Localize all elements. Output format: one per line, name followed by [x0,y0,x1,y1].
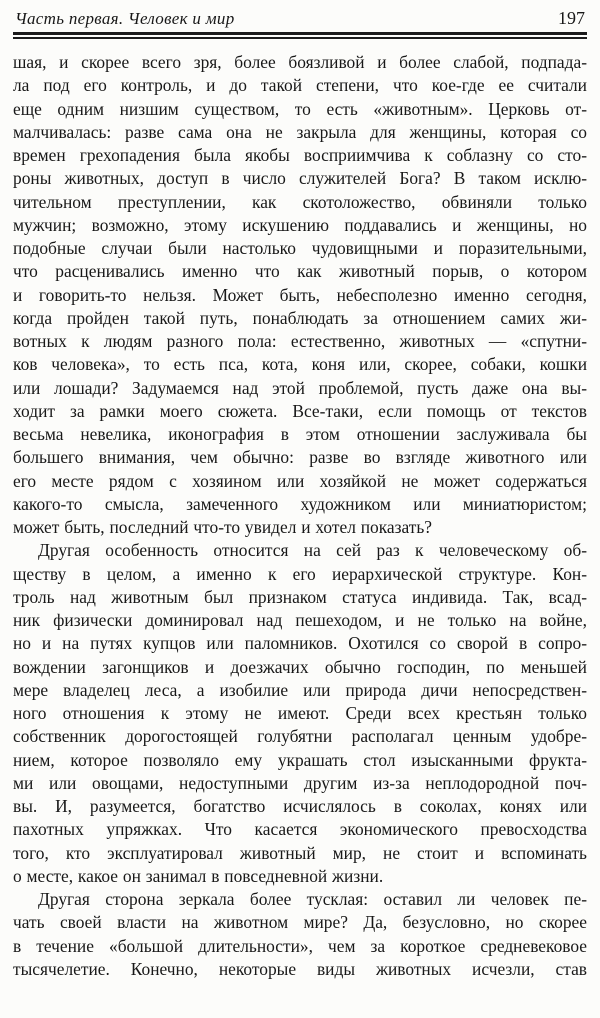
running-header [13,8,587,29]
text-line: нием, которое позволяло ему украшать стол изысканными фрукта- [13,749,587,770]
text-line: еще одним низшим существом, то есть «животным». Церковь от- [13,98,587,119]
text-line: чать своей власти на животном мире? Да, безусловно, но скорее [13,912,587,933]
text-line: ла под его контроль, и до такой степени, что кое-где ее считали [13,75,587,96]
text-line: роны животных, доступ в число служителей Бога? В таком исклю- [13,168,587,189]
text-line: но и на путях купцов или паломников. Охотился со сворой в сопро- [13,633,587,654]
text-line: ков человека», то есть пса, кота, коня или, скорее, собаки, кошки [13,354,587,375]
paragraph [13,539,587,888]
text-line: весьма невелика, иконография в этом отношении заслуживала бы [13,424,587,444]
text-line: шая, и скорее всего зря, более боязливой и более слабой, подпада- [13,52,587,72]
text-line: его месте рядом с хозяином или хозяйкой не может содержаться [13,470,587,491]
text-line: может быть, последний что-то увидел и хотел показать? [13,517,433,537]
paragraph [13,888,587,981]
text-line: времен грехопадения была якобы восприимчива к соблазну со сто- [13,145,587,165]
paragraph [13,51,587,539]
text-line: какого-то смысла, замеченного художником или миниатюристом; [13,493,587,514]
text-line: подобные случаи были настолько чудовищными и поразительными, [13,238,587,258]
text-line: мужчин; возможно, этому искушению поддавались и женщины, но [13,214,587,235]
section-title: Часть первая. Человек и мир [15,9,235,28]
text-line: вы. И, разумеется, богатство исчислялось в соколах, конях или [13,796,587,816]
text-line: ходит за рамки моего сюжета. Все-таки, если помощь от текстов [13,400,587,421]
text-line: того, кто эксплуатировал животный мир, не стоит и вспоминать [13,842,587,863]
text-line: чительном преступлении, как скотоложество, обвиняли только [13,191,587,212]
text-line: ми или овощами, недоступными другим из-за неплодородной поч- [13,772,587,793]
text-line: когда пройден такой путь, понаблюдать за отношением самих жи- [13,307,587,328]
text-line: и говорить-то нельзя. Может быть, небесполезно именно сегодня, [13,284,587,305]
text-line: ник физически доминировал над пешеходом, и не только на войне, [13,610,587,630]
text-line: вождении загонщиков и доезжачих обычно господин, по меньшей [13,656,587,677]
text-line: в течение «большой длительности», чем за короткое средневековое [13,935,587,956]
text-line: тысячелетие. Конечно, некоторые виды животных исчезли, став [13,958,587,979]
text-line: большего внимания, чем обычно: разве во взгляде животного или [13,447,587,468]
text-line: что расценивались именно что как животный порыв, о котором [13,261,587,282]
text-line: или лошади? Задумаемся над этой проблемой, пусть даже она вы- [13,377,587,398]
text-line: ного отношения к этому не имеют. Среди всех крестьян только [13,703,587,723]
text-line: собственник дорогостоящей голубятни располагал ценным удобре- [13,726,587,747]
text-line: мере владелец леса, а изобилие или природа дичи непосредствен- [13,679,587,700]
text-line: Другая сторона зеркала более тусклая: оставил ли человек пе- [38,889,587,909]
text-line: Другая особенность относится на сей раз к человеческому об- [38,540,587,561]
text-line: малчивалась: разве сама она не закрыла для женщины, которая со [13,121,587,142]
text-line: вотных к людям разного пола: естественно, животных — «спутни- [13,331,587,351]
page-number: 197 [558,8,585,28]
text-line: троль над животным был признаком статуса индивида. Так, всад- [13,586,587,607]
page-body [13,51,587,981]
text-line: о месте, какое он занимал в повседневной жизни. [13,865,384,886]
text-line: пахотных упряжках. Что касается экономического превосходства [13,819,587,840]
text-line: ществу в целом, а именно к его иерархической структуре. Кон- [13,563,587,584]
header-rule [13,32,587,39]
